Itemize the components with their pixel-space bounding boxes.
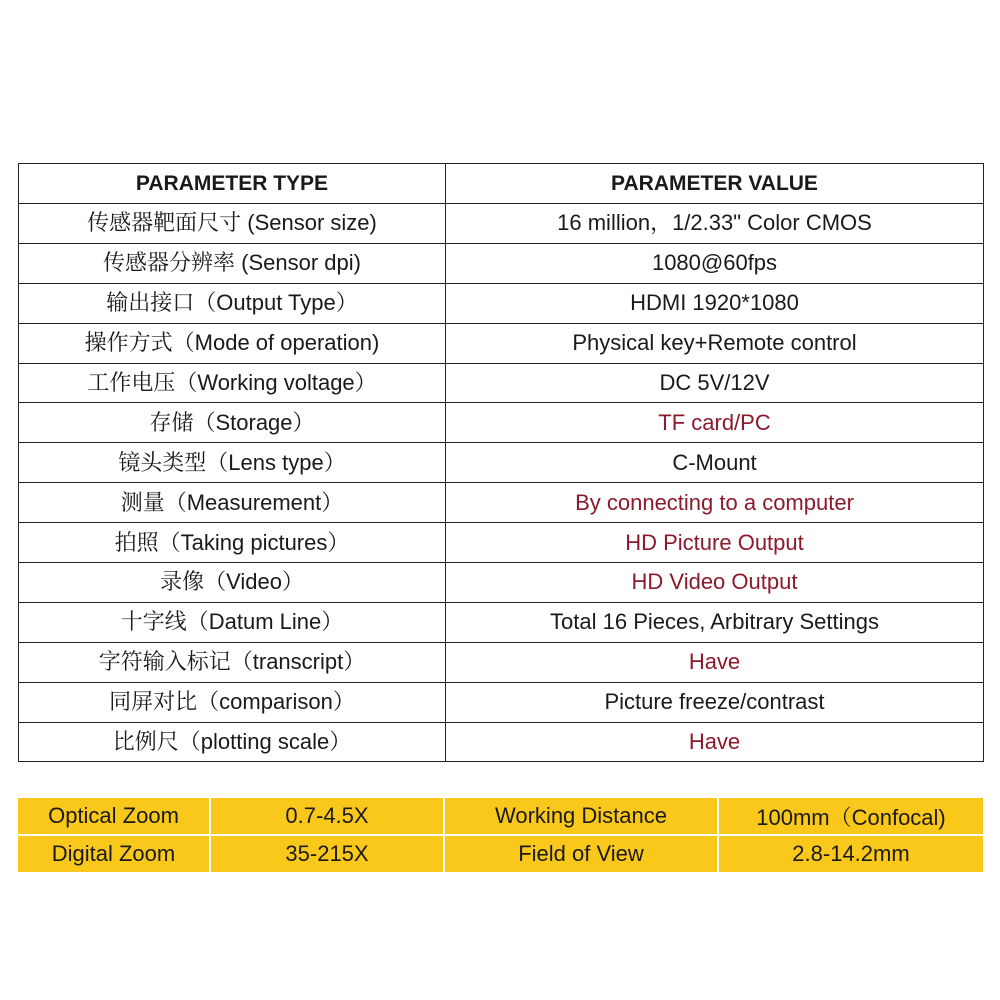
table-row: [19, 523, 984, 563]
table-row: [19, 563, 984, 603]
parameter-value-cell: Total 16 Pieces, Arbitrary Settings: [446, 602, 984, 642]
parameter-value-cell: DC 5V/12V: [446, 363, 984, 403]
parameter-type-cell: 镜头类型（Lens type）: [19, 443, 446, 483]
header-parameter-type: PARAMETER TYPE: [19, 164, 446, 204]
table-row: [19, 642, 984, 682]
spec-value-cell: 100mm（Confocal): [718, 798, 983, 835]
parameter-value-cell: Physical key+Remote control: [446, 323, 984, 363]
table-row: [19, 283, 984, 323]
parameter-value-cell: 1080@60fps: [446, 243, 984, 283]
table-header-row: [19, 164, 984, 204]
table-row: [19, 483, 984, 523]
parameter-value-cell: Picture freeze/contrast: [446, 682, 984, 722]
zoom-row: [18, 835, 983, 872]
parameter-type-cell: 比例尺（plotting scale）: [19, 722, 446, 762]
table-row: [19, 722, 984, 762]
parameter-table: [18, 163, 984, 762]
spec-value-cell: 2.8-14.2mm: [792, 841, 910, 866]
parameter-type-cell: 字符输入标记（transcript）: [19, 642, 446, 682]
table-row: [19, 682, 984, 722]
table-row: [19, 243, 984, 283]
zoom-row: [18, 798, 983, 835]
parameter-table-body: [19, 204, 984, 762]
parameter-type-cell: 存储（Storage）: [19, 403, 446, 443]
parameter-value-cell: HDMI 1920*1080: [446, 283, 984, 323]
parameter-type-cell: 同屏对比（comparison）: [19, 682, 446, 722]
parameter-type-cell: 十字线（Datum Line）: [19, 602, 446, 642]
header-parameter-value: PARAMETER VALUE: [446, 164, 984, 204]
table-row: [19, 204, 984, 244]
zoom-spec-table: [18, 798, 983, 872]
table-row: [19, 363, 984, 403]
parameter-type-cell: 操作方式（Mode of operation): [19, 323, 446, 363]
table-row: [19, 403, 984, 443]
spec-value-cell: 35-215X: [210, 835, 444, 872]
parameter-type-cell: 工作电压（Working voltage）: [19, 363, 446, 403]
parameter-type-cell: 录像（Video）: [19, 563, 446, 603]
parameter-type-cell: 拍照（Taking pictures）: [19, 523, 446, 563]
parameter-value-cell: Have: [446, 642, 984, 682]
parameter-value-cell: C-Mount: [446, 443, 984, 483]
parameter-value-cell: 16 million，1/2.33" Color CMOS: [446, 204, 984, 244]
parameter-type-cell: 输出接口（Output Type）: [19, 283, 446, 323]
parameter-value-cell: HD Video Output: [446, 563, 984, 603]
spec-value-cell: 0.7-4.5X: [210, 798, 444, 835]
table-row: [19, 323, 984, 363]
parameter-type-cell: 传感器分辨率 (Sensor dpi): [19, 243, 446, 283]
spec-label-cell: Field of View: [444, 835, 718, 872]
table-row: [19, 602, 984, 642]
parameter-value-cell: Have: [446, 722, 984, 762]
zoom-spec-body: [18, 798, 983, 872]
parameter-type-cell: 传感器靶面尺寸 (Sensor size): [19, 204, 446, 244]
parameter-value-cell: By connecting to a computer: [446, 483, 984, 523]
table-row: [19, 443, 984, 483]
parameter-value-cell: TF card/PC: [446, 403, 984, 443]
spec-label-cell: Working Distance: [444, 798, 718, 835]
spec-label-cell: Optical Zoom: [18, 798, 210, 835]
parameter-type-cell: 测量（Measurement）: [19, 483, 446, 523]
spec-label-cell: Digital Zoom: [18, 835, 210, 872]
parameter-value-cell: HD Picture Output: [446, 523, 984, 563]
